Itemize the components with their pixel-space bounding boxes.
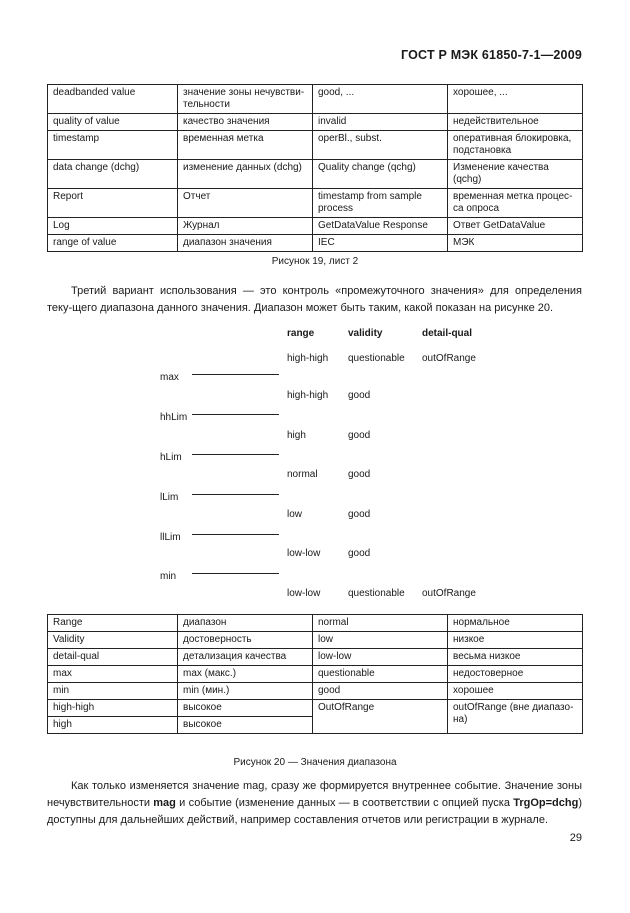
table-cell: значение зоны нечувстви-тельности [178, 85, 313, 114]
paragraph-text: Как только изменяется значение mag, сразу же формируется внутреннее событие. Значение зоны нечувствительности [47, 780, 582, 809]
table-cell: Log [48, 218, 178, 235]
table-cell: Validity [48, 632, 178, 649]
table-cell: range of value [48, 235, 178, 252]
table-cell: outOfRange (вне диапазо-на) [448, 700, 583, 734]
table-row [48, 160, 583, 189]
table-cell: low [313, 632, 448, 649]
validity-value: good [348, 509, 371, 520]
range-value: low-low [287, 548, 321, 559]
paragraph-text: Третий вариант использования — это контроль «промежуточного значения» для определения теку-щего диапазона данного значения. Диапазон может быть таким, какой показан на рисунке 20. [47, 285, 582, 314]
table-cell: high-high [48, 700, 178, 717]
body-paragraph-2 [47, 778, 582, 829]
table-cell: достоверность [178, 632, 313, 649]
document-header: ГОСТ Р МЭК 61850-7-1—2009 [401, 48, 582, 62]
table-cell: invalid [313, 114, 448, 131]
limit-line [192, 414, 279, 415]
figure-caption-19: Рисунок 19, лист 2 [271, 256, 359, 267]
table-cell: timestamp [48, 131, 178, 160]
limit-label-min: min [160, 571, 177, 582]
table-cell: высокое [178, 717, 313, 734]
table-row [48, 131, 583, 160]
table-cell: МЭК [448, 235, 583, 252]
page-number: 29 [569, 832, 582, 844]
limit-line [192, 454, 279, 455]
table-row [48, 615, 583, 632]
table-cell: deadbanded value [48, 85, 178, 114]
table-cell: data change (dchg) [48, 160, 178, 189]
table-cell: временная метка процес-са опроса [448, 189, 583, 218]
limit-line [192, 534, 279, 535]
table-row [48, 85, 583, 114]
table-cell: хорошее [448, 683, 583, 700]
paragraph-bold-term: TrgOp=dchg [513, 797, 579, 809]
limit-line [192, 374, 279, 375]
table-cell: Отчет [178, 189, 313, 218]
table-cell: low-low [313, 649, 448, 666]
table-cell: IEC [313, 235, 448, 252]
table-cell: диапазон значения [178, 235, 313, 252]
limit-line [192, 573, 279, 574]
table-cell: качество значения [178, 114, 313, 131]
limit-line [192, 494, 279, 495]
table-row [48, 666, 583, 683]
table-cell: изменение данных (dchg) [178, 160, 313, 189]
range-value: low-low [287, 588, 321, 599]
table-cell: quality of value [48, 114, 178, 131]
table-cell: high [48, 717, 178, 734]
table-row [48, 700, 583, 717]
limit-label-lllim: llLim [160, 532, 181, 543]
table-cell: недействительное [448, 114, 583, 131]
table-row [48, 632, 583, 649]
table-cell: questionable [313, 666, 448, 683]
table-cell: Изменение качества (qchg) [448, 160, 583, 189]
limit-label-llim: lLim [160, 492, 179, 503]
table-cell: max (макс.) [178, 666, 313, 683]
limit-label-hlim: hLim [160, 452, 182, 463]
table-row [48, 683, 583, 700]
terms-table-2 [47, 614, 583, 734]
table-cell: Report [48, 189, 178, 218]
table-cell: недостоверное [448, 666, 583, 683]
table-cell: min (мин.) [178, 683, 313, 700]
table-row [48, 235, 583, 252]
column-header-detail: detail-qual [422, 328, 473, 339]
detail-value: outOfRange [422, 588, 476, 599]
figure-caption-20: Рисунок 20 — Значения диапазона [233, 757, 397, 768]
paragraph-text: и событие (изменение данных — в соответствии с опцией пуска [175, 797, 514, 809]
validity-value: questionable [348, 588, 405, 599]
table-row [48, 189, 583, 218]
column-header-range: range [287, 328, 315, 339]
table-row [48, 114, 583, 131]
table-cell: Журнал [178, 218, 313, 235]
table-cell: временная метка [178, 131, 313, 160]
body-paragraph-1 [47, 283, 582, 317]
table-cell: GetDataValue Response [313, 218, 448, 235]
table-row [48, 218, 583, 235]
table-cell: высокое [178, 700, 313, 717]
detail-value: outOfRange [422, 353, 476, 364]
table-cell: диапазон [178, 615, 313, 632]
table-cell: низкое [448, 632, 583, 649]
terms-table-1 [47, 84, 583, 252]
table-cell: good [313, 683, 448, 700]
validity-value: good [348, 430, 371, 441]
table-cell: нормальное [448, 615, 583, 632]
table-cell: detail-qual [48, 649, 178, 666]
validity-value: questionable [348, 353, 405, 364]
paragraph-bold-term: mag [153, 797, 176, 809]
table-cell: timestamp from sample process [313, 189, 448, 218]
limit-label-hhlim: hhLim [160, 412, 188, 423]
table-cell: Range [48, 615, 178, 632]
range-value: high-high [287, 353, 329, 364]
table-cell: OutOfRange [313, 700, 448, 734]
table-cell: детализация качества [178, 649, 313, 666]
table-cell: max [48, 666, 178, 683]
table-cell: Quality change (qchg) [313, 160, 448, 189]
validity-value: good [348, 548, 371, 559]
table-cell: min [48, 683, 178, 700]
table-cell: оперативная блокировка, подстановка [448, 131, 583, 160]
table-cell: normal [313, 615, 448, 632]
table-row [48, 649, 583, 666]
table-cell: хорошее, ... [448, 85, 583, 114]
paragraph-text: ) доступны для дальнейших действий, например составления отчетов или регистрации в журнале. [47, 797, 582, 826]
validity-value: good [348, 469, 371, 480]
range-value: high-high [287, 390, 329, 401]
range-value: low [287, 509, 303, 520]
table-cell: good, ... [313, 85, 448, 114]
table-cell: весьма низкое [448, 649, 583, 666]
table-cell: Ответ GetDataValue [448, 218, 583, 235]
table-cell: operBl., subst. [313, 131, 448, 160]
range-value: high [287, 430, 306, 441]
limit-label-max: max [160, 372, 179, 383]
validity-value: good [348, 390, 371, 401]
range-value: normal [287, 469, 318, 480]
column-header-validity: validity [348, 328, 383, 339]
